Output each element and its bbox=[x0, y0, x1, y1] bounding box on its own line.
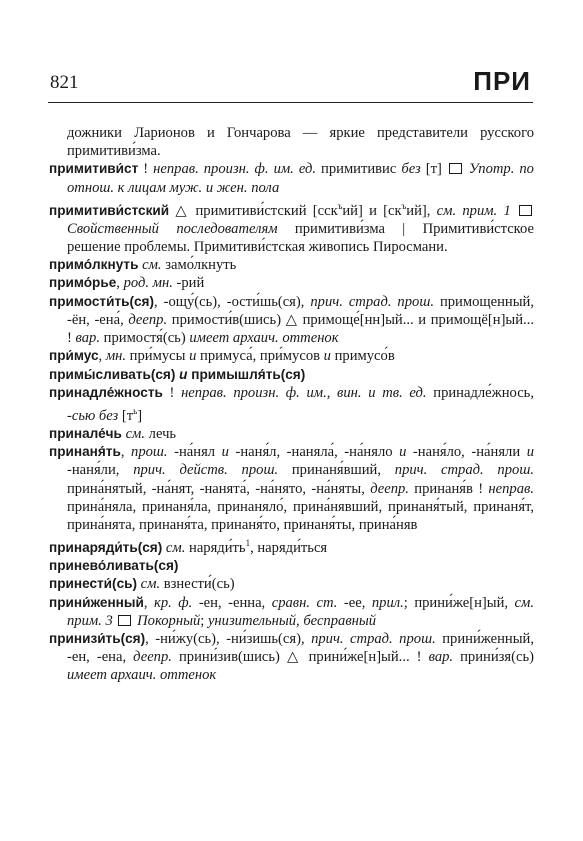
dictionary-entry bbox=[49, 124, 534, 160]
page-number: 821 bbox=[50, 72, 79, 93]
headword: принаряди́ть(ся) bbox=[49, 540, 163, 556]
entry-body: , -ощу́(сь), -ости́шь(ся), прич. страд. прош. примощенный, -ён, -ена́, деепр. примости́в(шись) △ примоще́[нн]ый... и примощё[н]ый... ! вар. примостя́(сь) имеет архаич. оттенок bbox=[67, 293, 534, 347]
dictionary-body bbox=[49, 124, 534, 685]
square-symbol-icon bbox=[118, 615, 131, 626]
dictionary-entry bbox=[49, 293, 534, 348]
entry-body: , кр. ф. -ен, -енна, сравн. ст. -ее, прил.; прини́же[н]ый, см. прим. 3 Покорный; унизительный, бесправный bbox=[67, 594, 534, 629]
headword: примитиви́стский bbox=[49, 202, 170, 218]
entry-body: см. лечь bbox=[125, 425, 177, 442]
headword: принале́чь bbox=[49, 425, 122, 441]
entry-body: дожники Ларионов и Гончарова — яркие представители русского примитиви́зма. bbox=[67, 125, 534, 160]
dictionary-entry bbox=[49, 274, 534, 292]
entry-body: , род. мн. -рий bbox=[116, 275, 205, 292]
headword: примы́сливать(ся) и примышля́ть(ся) bbox=[49, 366, 306, 382]
entry-body: ! неправ. произн. ф. им., вин. и тв. ед. принадле́жнось, -сью без $[т^ь]$ bbox=[67, 384, 534, 424]
header-rule bbox=[48, 102, 533, 103]
headword: принаня́ть bbox=[49, 444, 121, 460]
entry-body: см. замо́лкнуть bbox=[142, 257, 237, 274]
entry-body: ! неправ. произн. ф. им. ед. примитивис без [т] Употр. по отнош. к лицам муж. и жен. пола bbox=[67, 161, 534, 196]
dictionary-entry bbox=[49, 425, 534, 443]
entry-body: , -ни́жу(сь), -ни́зишь(ся), прич. страд. прош. прини́женный, -ен, -ена, деепр. прини́зив(шись) △ прини́же[н]ый... ! вар. прини́зя(сь) имеет архаич. оттенок bbox=[67, 631, 534, 684]
entry-body: , мн. при́мусы и примуса́, при́мусов и примусо́в bbox=[98, 348, 395, 365]
dictionary-entry bbox=[49, 384, 534, 425]
headword: принизи́ть(ся) bbox=[49, 631, 146, 647]
headword: примо́рье bbox=[49, 275, 117, 291]
dictionary-entry bbox=[49, 366, 534, 384]
headword: принево́ливать(ся) bbox=[49, 558, 179, 574]
dictionary-entry bbox=[49, 534, 534, 557]
headword: примо́лкнуть bbox=[49, 257, 139, 273]
dictionary-entry bbox=[49, 256, 534, 274]
entry-body: △ примитиви́стский [сск$^ъ$ий] и $[ск^ъий]$, см. прим. 1 Свойственный последователям примитиви́зма | Примитиви́стское решение проблемы. Примитиви́стская живопись Пиросмани. bbox=[67, 200, 534, 256]
headword: принадле́жность bbox=[49, 384, 163, 400]
dictionary-entry bbox=[49, 160, 534, 196]
entry-body: см. взнести́(сь) bbox=[140, 576, 235, 593]
dictionary-entry bbox=[49, 557, 534, 575]
headword: прини́женный bbox=[49, 594, 144, 610]
dictionary-entry bbox=[49, 443, 534, 534]
headword: принести́(сь) bbox=[49, 576, 138, 592]
dictionary-entry bbox=[49, 347, 534, 365]
entry-body: , прош. -на́нял и -наня́л, -наняла́, -на́няло и -наня́ло, -на́няли и -наня́ли, прич. действ. прош. принаня́вший, прич. страд. прош. прина́нятый, -на́нят, -нанята́, -на́нято, -на́няты, деепр. принаня́в ! неправ. прина́няла, принаня́ла, принаняло́, прина́нявший, принаня́тый, принаня́т, прина́нята, принаня́та, принаня́то, принаня́ты, прина́няв bbox=[67, 444, 534, 533]
square-symbol-icon bbox=[449, 163, 462, 174]
dictionary-entry bbox=[49, 575, 534, 593]
headword: примитиви́ст bbox=[49, 161, 139, 177]
dictionary-entry bbox=[49, 197, 534, 256]
headword: при́мус bbox=[49, 348, 99, 364]
headword: примости́ть(ся) bbox=[49, 293, 155, 309]
square-symbol-icon bbox=[519, 205, 532, 216]
entry-body: см. $наряди́ть^1$, наряди́ться bbox=[165, 538, 328, 557]
running-head: ПРИ bbox=[473, 66, 531, 96]
dictionary-entry bbox=[49, 630, 534, 685]
dictionary-entry bbox=[49, 594, 534, 630]
